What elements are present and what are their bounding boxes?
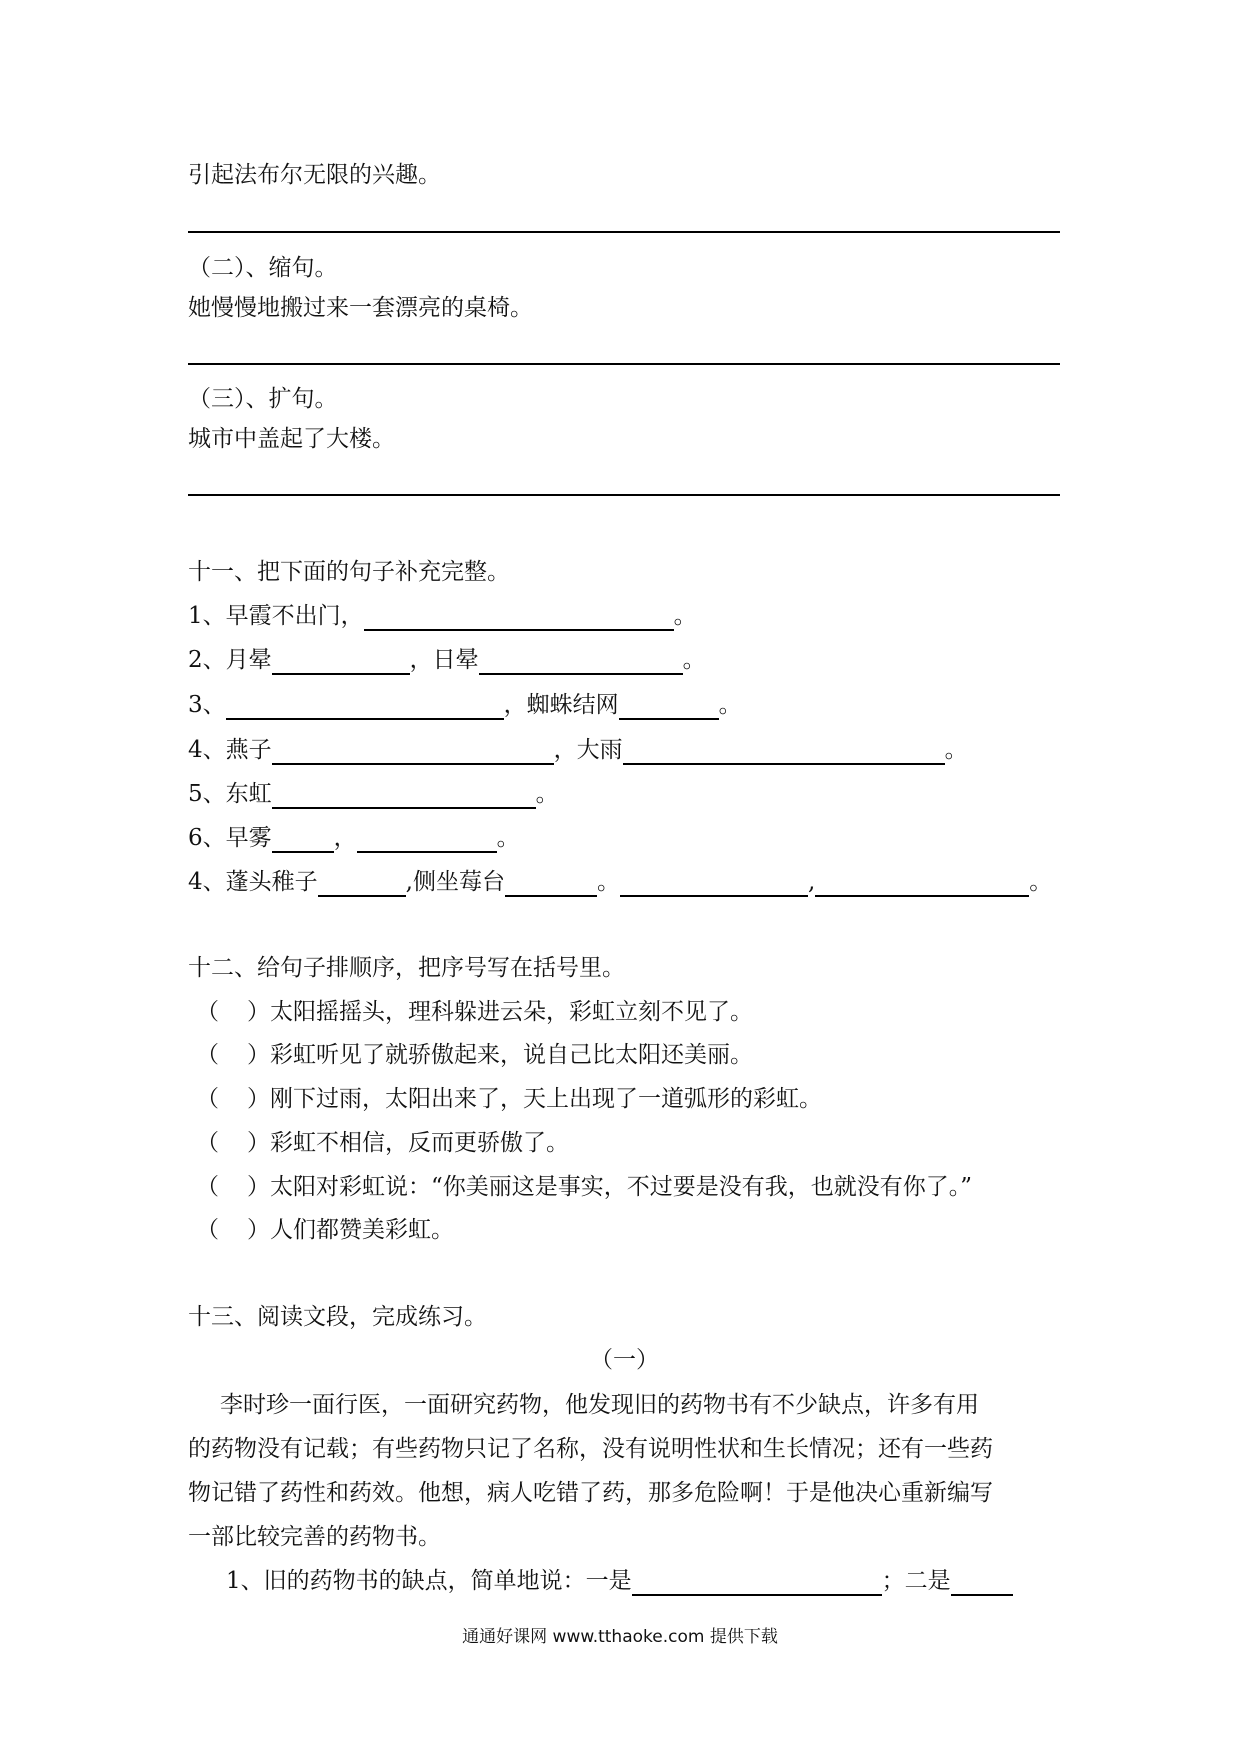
q11-item-6-text: 6、早雾 — [188, 825, 272, 851]
order-sentence: 彩虹不相信，反而更骄傲了。 — [270, 1130, 569, 1156]
fill-blank[interactable] — [272, 827, 334, 853]
q11-item-6-mid: ， — [333, 825, 357, 851]
answer-line — [188, 494, 1060, 496]
fill-blank[interactable] — [620, 871, 808, 897]
q11-item-3-mid: ，蜘蛛结网 — [503, 692, 619, 718]
fill-blank[interactable] — [815, 871, 1029, 897]
q11-item-7-dot: 。 — [596, 869, 620, 895]
passage-line: 一部比较完善的药物书。 — [188, 1524, 441, 1550]
fill-blank[interactable] — [951, 1570, 1013, 1596]
q11-item-1-text: 1、早霞不出门， — [188, 603, 364, 629]
passage-line: 李时珍一面行医，一面研究药物，他发现旧的药物书有不少缺点，许多有用 — [220, 1392, 979, 1418]
q11-item-4-mid: ，大雨 — [553, 737, 623, 763]
q11-item-6 — [188, 823, 520, 853]
q11-item-4 — [188, 735, 968, 765]
fill-blank[interactable] — [318, 871, 406, 897]
q13-title: 十三、阅读文段，完成练习。 — [188, 1304, 487, 1330]
fill-blank[interactable] — [479, 649, 683, 675]
fill-blank[interactable] — [272, 649, 410, 675]
q11-item-3-text: 3、 — [188, 692, 226, 718]
q11-item-2-text: 2、月晕 — [188, 647, 272, 673]
passage-line: 物记错了药性和药效。他想，病人吃错了药，那多危险啊！于是他决心重新编写 — [188, 1480, 993, 1506]
q11-item-1 — [188, 601, 697, 631]
q11-item-3 — [188, 690, 742, 720]
q13-question-1-text: 1、旧的药物书的缺点，简单地说：一是 — [226, 1568, 632, 1594]
order-item — [196, 1215, 454, 1245]
q11-item-5-text: 5、东虹 — [188, 781, 272, 807]
order-sentence: 人们都赞美彩虹。 — [270, 1217, 454, 1243]
q11-item-4-text: 4、燕子 — [188, 737, 272, 763]
order-item — [196, 1172, 972, 1202]
answer-line — [188, 231, 1060, 233]
q11-item-6-end: 。 — [496, 825, 520, 851]
q13-question-1 — [226, 1566, 1013, 1596]
q11-title: 十一、把下面的句子补充完整。 — [188, 559, 510, 585]
q11-item-2-end: 。 — [682, 647, 706, 673]
q11-item-4-end: 。 — [944, 737, 968, 763]
q11-item-1-end: 。 — [673, 603, 697, 629]
q12-title: 十二、给句子排顺序，把序号写在括号里。 — [188, 955, 625, 981]
order-sentence: 彩虹听见了就骄傲起来，说自己比太阳还美丽。 — [270, 1042, 753, 1068]
order-item — [196, 1084, 822, 1114]
page-footer: 通通好课网 www.tthaoke.com 提供下载 — [462, 1627, 778, 1647]
order-blank[interactable]: （ ） — [196, 1174, 270, 1200]
answer-line — [188, 363, 1060, 365]
passage-line: 的药物没有记载；有些药物只记了名称，没有说明性状和生长情况；还有一些药 — [188, 1436, 993, 1462]
order-item — [196, 1128, 569, 1158]
fill-blank[interactable] — [505, 871, 597, 897]
order-blank[interactable]: （ ） — [196, 1130, 270, 1156]
q11-item-5 — [188, 779, 559, 809]
expand-sentence: 城市中盖起了大楼。 — [188, 426, 395, 452]
fill-blank[interactable] — [272, 739, 554, 765]
section-title-expand: （三）、扩句。 — [188, 386, 338, 412]
order-item — [196, 997, 753, 1027]
q11-item-7-mid: ,侧坐莓台 — [405, 869, 505, 895]
fill-blank[interactable] — [623, 739, 945, 765]
q13-question-1-mid: ；二是 — [881, 1568, 951, 1594]
fill-blank[interactable] — [364, 605, 674, 631]
order-sentence: 太阳摇摇头，理科躲进云朵，彩虹立刻不见了。 — [270, 999, 753, 1025]
section-title-condense: （二）、缩句。 — [188, 255, 338, 281]
q11-item-3-end: 。 — [718, 692, 742, 718]
order-sentence: 刚下过雨，太阳出来了，天上出现了一道弧形的彩虹。 — [270, 1086, 822, 1112]
order-blank[interactable]: （ ） — [196, 1217, 270, 1243]
condense-sentence: 她慢慢地搬过来一套漂亮的桌椅。 — [188, 295, 533, 321]
fill-blank[interactable] — [632, 1570, 882, 1596]
order-blank[interactable]: （ ） — [196, 999, 270, 1025]
q11-item-2-mid: ，日晕 — [409, 647, 479, 673]
q11-item-7-text: 4、蓬头稚子 — [188, 869, 318, 895]
order-blank[interactable]: （ ） — [196, 1042, 270, 1068]
fill-blank[interactable] — [357, 827, 497, 853]
sentence-fragment: 引起法布尔无限的兴趣。 — [188, 162, 441, 188]
fill-blank[interactable] — [272, 783, 536, 809]
q11-item-7-end: 。 — [1029, 869, 1053, 895]
order-blank[interactable]: （ ） — [196, 1086, 270, 1112]
q11-item-7-comma: , — [807, 869, 816, 895]
q11-item-5-end: 。 — [535, 781, 559, 807]
q11-item-7 — [188, 867, 1052, 897]
fill-blank[interactable] — [226, 694, 504, 720]
q11-item-2 — [188, 645, 706, 675]
order-sentence: 太阳对彩虹说：“你美丽这是事实，不过要是没有我，也就没有你了。” — [270, 1174, 973, 1200]
passage-subtitle: （一） — [590, 1347, 659, 1373]
fill-blank[interactable] — [619, 694, 719, 720]
order-item — [196, 1040, 753, 1070]
